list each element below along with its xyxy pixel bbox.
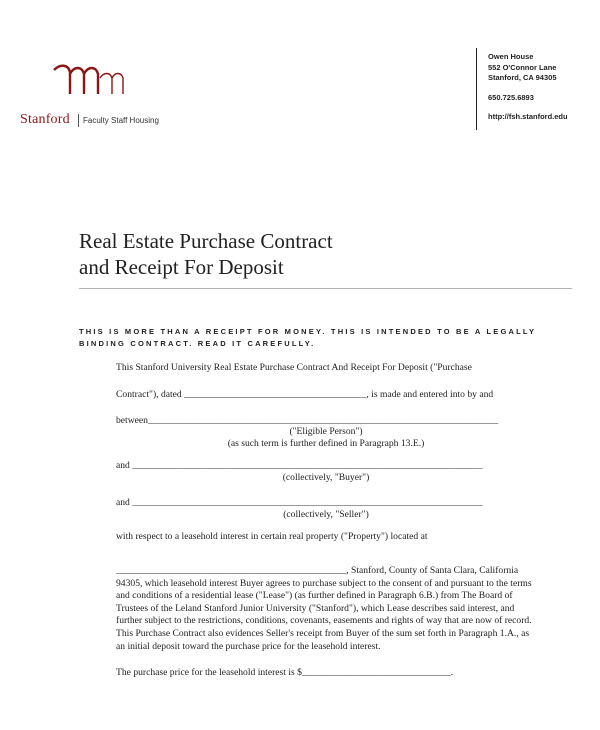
contact-name: Owen House [488,52,534,61]
title-line-2: and Receipt For Deposit [79,255,284,279]
buyer-label: (collectively, "Buyer") [282,472,370,483]
contact-phone: 650.725.6893 [488,92,534,102]
contact-street: 552 O'Connor Lane [488,62,557,72]
intro-line-2: Contract"), dated ______________________________________, is made and entered into by and [116,389,494,400]
property-paragraph: ________________________________________________, Stanford, County of Santa Clara, California 94305, which leasehold interest Buyer agrees to purchase subject to the consent of and pursuant to the terms and conditions of a residential lease ("Lease") (as further defined in Paragraph 6.B.) from The Board of Trustees of the Leland Stanford Junior University ("Stanford"), which Lease describes said interest, and further subject to the restrictions, conditions, covenants, easements and rights of way that are now of record. This Purchase Contract also evidences Seller's receipt from Buyer of the sum set forth in Paragraph 1.A., as an initial deposit toward the purchase price for the leasehold interest. [116,565,532,652]
eligible-person-note: (as such term is further defined in Paragraph 13.E.) [227,438,425,449]
seller-label: (collectively, "Seller") [283,509,369,520]
contact-rule [476,48,477,130]
seller-line: and _________________________________________________________________________ [116,497,483,508]
contact-city: Stanford, CA 94305 [488,73,557,82]
department-name: Faculty Staff Housing [83,116,159,125]
stanford-wordmark: Stanford [20,112,70,127]
buyer-line: and _________________________________________________________________________ [116,460,483,471]
leasehold-line: with respect to a leasehold interest in certain real property ("Property") located at [116,531,428,542]
between-line: between_________________________________________________________________________ [116,415,499,426]
stanford-mark-icon [50,62,130,96]
legal-notice: THIS IS MORE THAN A RECEIPT FOR MONEY. THIS IS INTENDED TO BE A LEGALLY BINDING CONTRACT. READ IT CAREFULLY. [79,327,537,348]
purchase-price-line: The purchase price for the leasehold interest is $_______________________________. [116,667,454,678]
intro-line-1: This Stanford University Real Estate Purchase Contract And Receipt For Deposit ("Purchase [116,362,472,373]
logo-divider [78,114,79,127]
contact-block [488,52,568,123]
contact-url[interactable]: http://fsh.stanford.edu [488,112,568,121]
eligible-person-label: ("Eligible Person") [289,426,363,437]
document-title [79,228,333,280]
title-divider [79,288,572,289]
title-line-1: Real Estate Purchase Contract [79,229,333,253]
